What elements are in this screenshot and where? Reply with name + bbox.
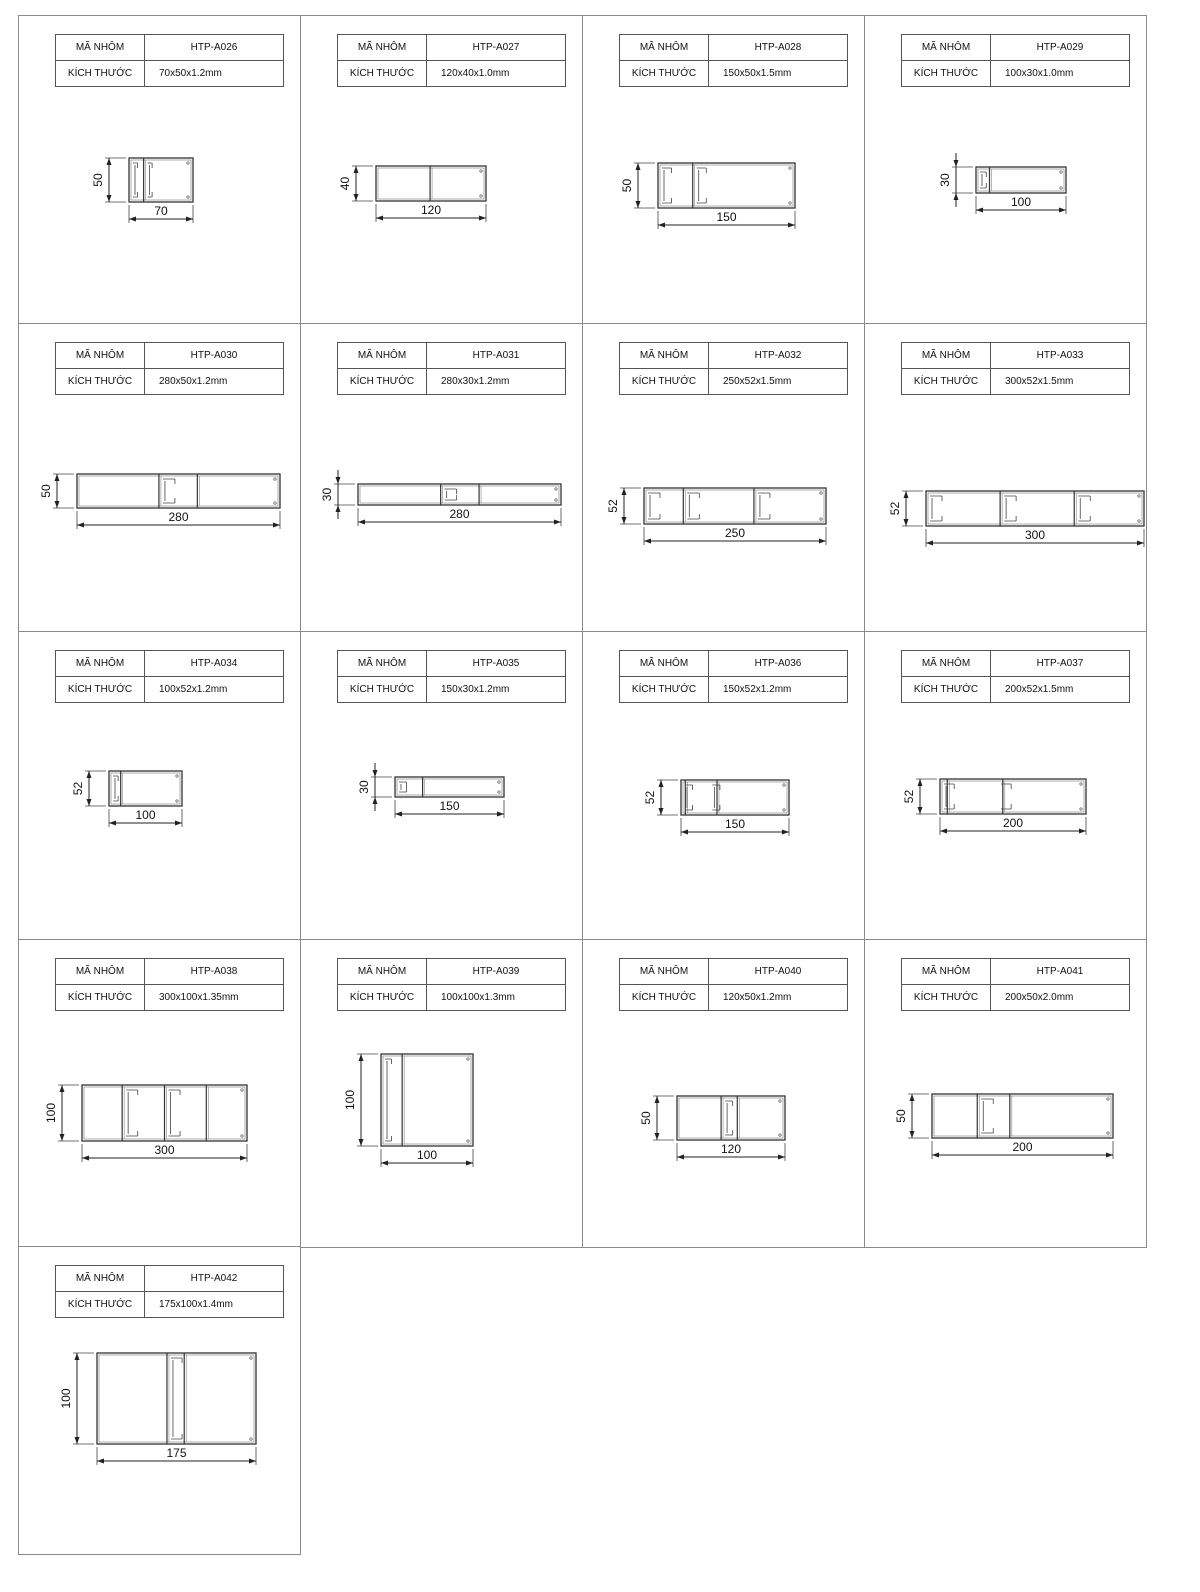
size-label: KÍCH THƯỚC <box>338 61 427 87</box>
arrow-head <box>655 1133 660 1140</box>
arrow-head <box>60 1085 65 1092</box>
profile-code: HTP-A028 <box>709 35 848 61</box>
profile-inner-wall <box>978 169 1064 191</box>
profile-cross-section <box>301 632 584 941</box>
height-dimension-label: 100 <box>59 1388 73 1409</box>
arrow-head <box>940 829 947 834</box>
profile-channel-lip <box>445 489 457 500</box>
height-dimension-label: 100 <box>343 1089 357 1111</box>
profile-cross-section <box>865 632 1148 941</box>
width-dimension-label: 120 <box>420 203 442 217</box>
corner-mark <box>187 196 189 198</box>
profile-cross-section <box>19 1247 302 1556</box>
arrow-head <box>55 501 60 508</box>
profile-card <box>864 631 1147 940</box>
width-dimension-label: 150 <box>724 817 746 831</box>
profile-outline <box>376 166 486 201</box>
arrow-head <box>240 1156 247 1161</box>
arrow-head <box>658 223 665 228</box>
profile-card <box>18 939 301 1248</box>
corner-mark <box>783 809 785 811</box>
profile-card <box>582 631 865 940</box>
size-label: KÍCH THƯỚC <box>338 677 427 703</box>
corner-mark <box>176 800 178 802</box>
width-dimension-label: 100 <box>135 808 156 822</box>
profile-channel-lip <box>169 1090 181 1136</box>
profile-cross-section <box>865 324 1148 633</box>
profile-code: HTP-A033 <box>991 343 1130 369</box>
profile-inner-wall <box>383 1056 471 1144</box>
profile-size: 175x100x1.4mm <box>145 1292 284 1318</box>
size-label: KÍCH THƯỚC <box>620 369 709 395</box>
arrow-head <box>554 520 561 525</box>
profile-inner-wall <box>397 779 502 795</box>
corner-mark <box>250 1438 252 1440</box>
code-label: MÃ NHÔM <box>338 959 427 985</box>
code-label: MÃ NHÔM <box>620 651 709 677</box>
profile-channel-lip <box>685 785 693 810</box>
arrow-head <box>932 1153 939 1158</box>
size-label: KÍCH THƯỚC <box>338 369 427 395</box>
arrow-head <box>395 812 402 817</box>
profile-card <box>18 631 301 940</box>
profile-outline <box>381 1054 473 1146</box>
profile-outline <box>658 163 795 208</box>
size-label: KÍCH THƯỚC <box>338 985 427 1011</box>
profile-channel-lip <box>133 163 137 197</box>
size-label: KÍCH THƯỚC <box>902 985 991 1011</box>
arrow-head <box>636 163 641 170</box>
profile-card <box>300 631 583 940</box>
corner-mark <box>1138 520 1140 522</box>
arrow-head <box>107 195 112 202</box>
code-label: MÃ NHÔM <box>902 651 991 677</box>
corner-mark <box>1060 187 1062 189</box>
arrow-head <box>358 520 365 525</box>
profile-card <box>864 939 1147 1248</box>
corner-mark <box>250 1357 252 1359</box>
profile-channel-lip <box>1004 496 1016 521</box>
arrow-head <box>359 1054 364 1061</box>
corner-mark <box>467 1058 469 1060</box>
profile-channel-lip <box>163 479 175 503</box>
arrow-head <box>55 474 60 481</box>
height-dimension-label: 52 <box>888 501 902 516</box>
arrow-head <box>175 821 182 826</box>
arrow-head <box>97 1459 104 1464</box>
profile-cross-section <box>19 632 302 941</box>
corner-mark <box>779 1134 781 1136</box>
profile-code: HTP-A041 <box>991 959 1130 985</box>
height-dimension-label: 100 <box>44 1102 58 1124</box>
arrow-head <box>381 1161 388 1166</box>
profile-cross-section <box>865 16 1148 325</box>
profile-outline <box>677 1096 785 1140</box>
profile-code: HTP-A037 <box>991 651 1130 677</box>
arrow-head <box>904 491 909 498</box>
profile-cross-section <box>583 324 866 633</box>
profile-outline <box>644 488 826 524</box>
profile-outline <box>77 474 280 508</box>
height-dimension-label: 30 <box>320 487 334 502</box>
height-dimension-label: 50 <box>894 1109 908 1123</box>
size-label: KÍCH THƯỚC <box>620 985 709 1011</box>
width-dimension-label: 200 <box>1002 816 1024 830</box>
profile-size: 300x52x1.5mm <box>991 369 1130 395</box>
profile-code: HTP-A034 <box>145 651 284 677</box>
profile-channel-lip <box>697 168 707 203</box>
width-dimension-label: 300 <box>1024 528 1046 542</box>
profile-channel-lip <box>399 782 407 792</box>
profile-channel-lip <box>385 1059 391 1141</box>
arrow-head <box>904 519 909 526</box>
code-label: MÃ NHÔM <box>620 343 709 369</box>
corner-mark <box>274 502 276 504</box>
profile-card <box>864 323 1147 632</box>
profile-cross-section <box>865 940 1148 1249</box>
profile-outline <box>926 491 1144 526</box>
corner-mark <box>1107 1132 1109 1134</box>
corner-mark <box>467 1140 469 1142</box>
profile-card <box>18 15 301 324</box>
code-label: MÃ NHÔM <box>902 343 991 369</box>
profile-inner-wall <box>79 476 278 506</box>
height-dimension-label: 52 <box>902 789 916 804</box>
profile-outline <box>129 158 193 202</box>
width-dimension-label: 300 <box>154 1143 175 1157</box>
profile-inner-wall <box>683 782 787 813</box>
profile-cross-section <box>301 324 584 633</box>
arrow-head <box>75 1437 80 1444</box>
arrow-head <box>373 797 378 804</box>
code-label: MÃ NHÔM <box>56 343 145 369</box>
profile-channel-lip <box>980 172 986 188</box>
profile-size: 280x50x1.2mm <box>145 369 284 395</box>
arrow-head <box>1106 1153 1113 1158</box>
profile-size: 100x52x1.2mm <box>145 677 284 703</box>
arrow-head <box>87 799 92 806</box>
corner-mark <box>1107 1098 1109 1100</box>
width-dimension-label: 250 <box>724 526 746 540</box>
profile-card <box>582 323 865 632</box>
arrow-head <box>918 807 923 814</box>
code-label: MÃ NHÔM <box>902 959 991 985</box>
profile-card <box>18 323 301 632</box>
corner-mark <box>820 518 822 520</box>
width-dimension-label: 175 <box>166 1446 187 1460</box>
profile-inner-wall <box>934 1096 1111 1136</box>
size-label: KÍCH THƯỚC <box>620 61 709 87</box>
profile-card <box>582 939 865 1248</box>
profile-inner-wall <box>111 773 180 804</box>
profile-code: HTP-A039 <box>427 959 566 985</box>
profile-card <box>300 323 583 632</box>
code-label: MÃ NHÔM <box>56 651 145 677</box>
arrow-head <box>636 201 641 208</box>
height-dimension-label: 52 <box>71 781 85 796</box>
profile-inner-wall <box>928 493 1142 524</box>
arrow-head <box>910 1094 915 1101</box>
profile-size: 120x40x1.0mm <box>427 61 566 87</box>
corner-mark <box>1080 808 1082 810</box>
size-label: KÍCH THƯỚC <box>56 1292 145 1318</box>
arrow-head <box>926 541 933 546</box>
width-dimension-label: 70 <box>154 204 168 218</box>
arrow-head <box>655 1096 660 1103</box>
profile-size: 280x30x1.2mm <box>427 369 566 395</box>
arrow-head <box>75 1353 80 1360</box>
code-label: MÃ NHÔM <box>56 1266 145 1292</box>
width-dimension-label: 100 <box>1010 195 1032 209</box>
profile-inner-wall <box>660 165 793 206</box>
profile-code: HTP-A036 <box>709 651 848 677</box>
height-dimension-label: 52 <box>606 499 620 513</box>
profile-code: HTP-A038 <box>145 959 284 985</box>
corner-mark <box>1138 495 1140 497</box>
profile-channel-lip <box>113 776 118 801</box>
arrow-head <box>354 194 359 201</box>
arrow-head <box>249 1459 256 1464</box>
profile-card <box>300 15 583 324</box>
profile-outline <box>97 1353 256 1444</box>
code-label: MÃ NHÔM <box>56 959 145 985</box>
size-label: KÍCH THƯỚC <box>56 61 145 87</box>
profile-outline <box>395 777 504 797</box>
corner-mark <box>480 170 482 172</box>
profile-cross-section <box>583 16 866 325</box>
width-dimension-label: 120 <box>720 1142 742 1156</box>
profile-inner-wall <box>679 1098 783 1138</box>
profile-code: HTP-A029 <box>991 35 1130 61</box>
profile-card <box>18 1246 301 1555</box>
arrow-head <box>677 1155 684 1160</box>
profile-channel-lip <box>662 168 672 203</box>
height-dimension-label: 30 <box>357 780 371 794</box>
arrow-head <box>273 523 280 528</box>
size-label: KÍCH THƯỚC <box>902 61 991 87</box>
corner-mark <box>789 202 791 204</box>
profile-size: 200x52x1.5mm <box>991 677 1130 703</box>
profile-channel-lip <box>758 493 770 519</box>
profile-outline <box>940 779 1086 814</box>
profile-inner-wall <box>942 781 1084 812</box>
arrow-head <box>1059 208 1066 213</box>
arrow-head <box>186 217 193 222</box>
size-label: KÍCH THƯỚC <box>902 369 991 395</box>
profile-cross-section <box>583 632 866 941</box>
width-dimension-label: 280 <box>449 507 470 521</box>
code-label: MÃ NHÔM <box>902 35 991 61</box>
profile-size: 300x100x1.35mm <box>145 985 284 1011</box>
profile-inner-wall <box>99 1355 254 1442</box>
code-label: MÃ NHÔM <box>338 651 427 677</box>
profile-inner-wall <box>646 490 824 522</box>
profile-code: HTP-A030 <box>145 343 284 369</box>
arrow-head <box>336 505 341 512</box>
arrow-head <box>129 217 136 222</box>
profile-cross-section <box>301 16 584 325</box>
arrow-head <box>659 808 664 815</box>
arrow-head <box>819 539 826 544</box>
arrow-head <box>681 830 688 835</box>
profile-size: 150x30x1.2mm <box>427 677 566 703</box>
arrow-head <box>336 477 341 484</box>
profile-channel-lip <box>126 1090 138 1136</box>
corner-mark <box>176 775 178 777</box>
arrow-head <box>77 523 84 528</box>
code-label: MÃ NHÔM <box>338 35 427 61</box>
height-dimension-label: 52 <box>643 790 657 805</box>
profile-channel-lip <box>148 163 152 197</box>
arrow-head <box>1137 541 1144 546</box>
profile-cross-section <box>583 940 866 1249</box>
profile-cross-section <box>19 16 302 325</box>
height-dimension-label: 50 <box>620 178 634 193</box>
code-label: MÃ NHÔM <box>620 35 709 61</box>
height-dimension-label: 50 <box>639 1111 653 1125</box>
profile-outline <box>109 771 182 806</box>
code-label: MÃ NHÔM <box>338 343 427 369</box>
arrow-head <box>60 1134 65 1141</box>
corner-mark <box>480 195 482 197</box>
arrow-head <box>644 539 651 544</box>
profile-inner-wall <box>378 168 484 199</box>
height-dimension-label: 50 <box>91 173 105 187</box>
profile-card <box>300 939 583 1248</box>
profile-channel-lip <box>981 1099 993 1133</box>
arrow-head <box>82 1156 89 1161</box>
arrow-head <box>910 1131 915 1138</box>
corner-mark <box>789 167 791 169</box>
profile-channel-lip <box>1078 496 1090 521</box>
profile-outline <box>932 1094 1113 1138</box>
arrow-head <box>87 771 92 778</box>
profile-size: 100x100x1.3mm <box>427 985 566 1011</box>
corner-mark <box>241 1135 243 1137</box>
profile-size: 120x50x1.2mm <box>709 985 848 1011</box>
profile-cross-section <box>19 324 302 633</box>
height-dimension-label: 50 <box>39 484 53 498</box>
width-dimension-label: 200 <box>1012 1140 1033 1154</box>
profile-size: 150x50x1.5mm <box>709 61 848 87</box>
arrow-head <box>782 830 789 835</box>
profile-code: HTP-A032 <box>709 343 848 369</box>
code-label: MÃ NHÔM <box>620 959 709 985</box>
profile-code: HTP-A042 <box>145 1266 284 1292</box>
size-label: KÍCH THƯỚC <box>56 985 145 1011</box>
corner-mark <box>779 1100 781 1102</box>
corner-mark <box>783 784 785 786</box>
profile-outline <box>681 780 789 815</box>
profile-card <box>864 15 1147 324</box>
profile-code: HTP-A035 <box>427 651 566 677</box>
profile-inner-wall <box>360 486 559 503</box>
profile-outline <box>358 484 561 505</box>
arrow-head <box>497 812 504 817</box>
arrow-head <box>466 1161 473 1166</box>
corner-mark <box>820 492 822 494</box>
arrow-head <box>622 517 627 524</box>
profile-cross-section <box>19 940 302 1249</box>
profile-code: HTP-A031 <box>427 343 566 369</box>
profile-channel-lip <box>171 1358 182 1439</box>
corner-mark <box>274 478 276 480</box>
profile-card <box>582 15 865 324</box>
arrow-head <box>479 216 486 221</box>
corner-mark <box>498 781 500 783</box>
profile-code: HTP-A040 <box>709 959 848 985</box>
profile-code: HTP-A026 <box>145 35 284 61</box>
arrow-head <box>622 488 627 495</box>
corner-mark <box>1080 783 1082 785</box>
profile-code: HTP-A027 <box>427 35 566 61</box>
corner-mark <box>241 1089 243 1091</box>
arrow-head <box>976 208 983 213</box>
width-dimension-label: 150 <box>716 210 737 224</box>
arrow-head <box>788 223 795 228</box>
profile-cross-section <box>301 940 584 1249</box>
corner-mark <box>187 162 189 164</box>
code-label: MÃ NHÔM <box>56 35 145 61</box>
width-dimension-label: 280 <box>168 510 189 524</box>
width-dimension-label: 150 <box>439 799 460 813</box>
arrow-head <box>918 779 923 786</box>
height-dimension-label: 40 <box>338 176 352 191</box>
profile-channel-lip <box>648 493 660 519</box>
arrow-head <box>354 166 359 173</box>
size-label: KÍCH THƯỚC <box>902 677 991 703</box>
profile-size: 70x50x1.2mm <box>145 61 284 87</box>
corner-mark <box>1060 171 1062 173</box>
arrow-head <box>954 160 959 167</box>
profile-channel-lip <box>725 1101 733 1135</box>
profile-size: 250x52x1.5mm <box>709 369 848 395</box>
height-dimension-label: 30 <box>938 173 952 187</box>
arrow-head <box>376 216 383 221</box>
width-dimension-label: 100 <box>416 1148 438 1162</box>
arrow-head <box>778 1155 785 1160</box>
profile-size: 150x52x1.2mm <box>709 677 848 703</box>
arrow-head <box>109 821 116 826</box>
size-label: KÍCH THƯỚC <box>56 677 145 703</box>
size-label: KÍCH THƯỚC <box>56 369 145 395</box>
arrow-head <box>359 1139 364 1146</box>
profile-size: 100x30x1.0mm <box>991 61 1130 87</box>
arrow-head <box>954 193 959 200</box>
corner-mark <box>555 499 557 501</box>
profile-inner-wall <box>131 160 191 200</box>
arrow-head <box>373 770 378 777</box>
arrow-head <box>107 158 112 165</box>
arrow-head <box>1079 829 1086 834</box>
profile-channel-lip <box>687 493 699 519</box>
corner-mark <box>555 488 557 490</box>
profile-size: 200x50x2.0mm <box>991 985 1130 1011</box>
corner-mark <box>498 791 500 793</box>
profile-channel-lip <box>930 496 942 521</box>
arrow-head <box>659 780 664 787</box>
size-label: KÍCH THƯỚC <box>620 677 709 703</box>
